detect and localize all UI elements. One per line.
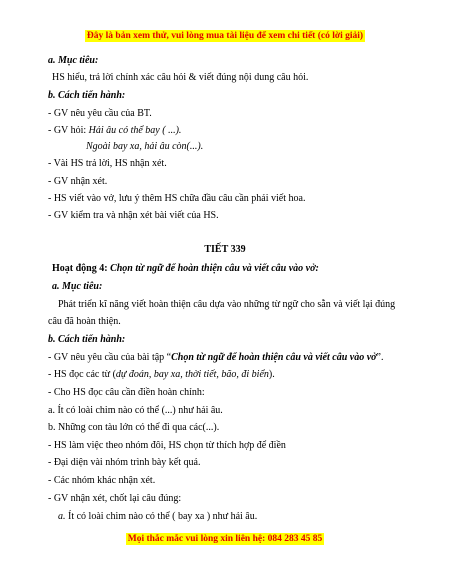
section2-line-1: - Cho HS đọc câu cần điền hoàn chỉnh: [48,387,205,398]
section1-answer: Ngoài bay xa, hải âu còn(...). [86,141,204,152]
section2-task-quote: Chọn từ ngữ để hoàn thiện câu và viết câu vào vở [171,352,377,363]
section1-line-2: - GV hỏi: [48,125,89,136]
section2-line-3: b. Những con tàu lớn có thể đi qua các(...). [48,422,220,433]
section2-task-row [48,352,383,364]
footer-banner: Mọi thắc mắc vui lòng xin liên hệ: 084 283 45 85 [127,534,323,544]
section1-cach-tien-hanh-heading: b. Cách tiến hành: [48,90,126,101]
header-banner: Đây là bản xem thử, vui lòng mua tài liệu để xem chi tiết (có lời giải) [86,31,364,41]
activity-row [52,263,319,275]
header-banner-row [0,30,450,42]
section2-task-suffix: ”. [376,352,384,363]
section1-question-row [48,125,181,137]
section1-line-5: - HS viết vào vở, lưu ý thêm HS chữa đầu câu cần phải viết hoa. [48,193,306,204]
section2-task-prefix: - GV nêu yêu cầu của bài tập “ [48,352,172,363]
section1-line-6: - GV kiểm tra và nhận xét bài viết của HS. [48,210,219,221]
section2-final-label: a. [58,511,66,522]
section2-read-suffix: ). [268,369,275,380]
section2-read-prefix: - HS đọc các từ ( [48,369,116,380]
section1-muc-tieu-text: HS hiểu, trả lời chính xác câu hỏi & viết đúng nội dung câu hỏi. [52,72,309,83]
section2-line-5: - Đại diện vài nhóm trình bày kết quả. [48,457,201,468]
section1-line-3: - Vài HS trả lời, HS nhận xét. [48,158,167,169]
section2-line-7: - GV nhận xét, chốt lại câu đúng: [48,493,182,504]
section1-muc-tieu-heading: a. Mục tiêu: [48,55,99,66]
section2-read-row [48,369,275,381]
section2-cach-tien-hanh-heading: b. Cách tiến hành: [48,334,126,345]
footer-banner-row [0,533,450,545]
activity-title: Chọn từ ngữ để hoàn thiện câu và viết câu vào vở: [110,263,319,274]
section1-question: Hải âu có thể bay ( ...). [88,125,182,136]
section2-muc-tieu-text-1: Phát triển kĩ năng viết hoàn thiện câu dựa vào những từ ngữ cho sẵn và viết lại đúng [58,299,396,310]
section2-muc-tieu-heading: a. Mục tiêu: [52,281,103,292]
section2-final-row [58,511,257,523]
section2-line-4: - HS làm việc theo nhóm đôi, HS chọn từ thích hợp để điền [48,440,286,451]
section2-line-6: - Các nhóm khác nhận xét. [48,475,156,486]
section2-line-2: a. Ít có loài chim nào có thể (...) như hải âu. [48,405,223,416]
lesson-title: TIẾT 339 [204,244,246,255]
section2-read-words: dự đoán, bay xa, thời tiết, bão, đi biển [115,369,269,380]
activity-label: Hoạt động 4: [52,263,111,274]
section1-line-4: - GV nhận xét. [48,176,108,187]
section2-muc-tieu-text-2: câu đã hoàn thiện. [48,316,121,327]
section1-line-1: - GV nêu yêu cầu của BT. [48,108,152,119]
section2-final-text: Ít có loài chim nào có thể ( bay xa ) như hải âu. [65,511,258,522]
